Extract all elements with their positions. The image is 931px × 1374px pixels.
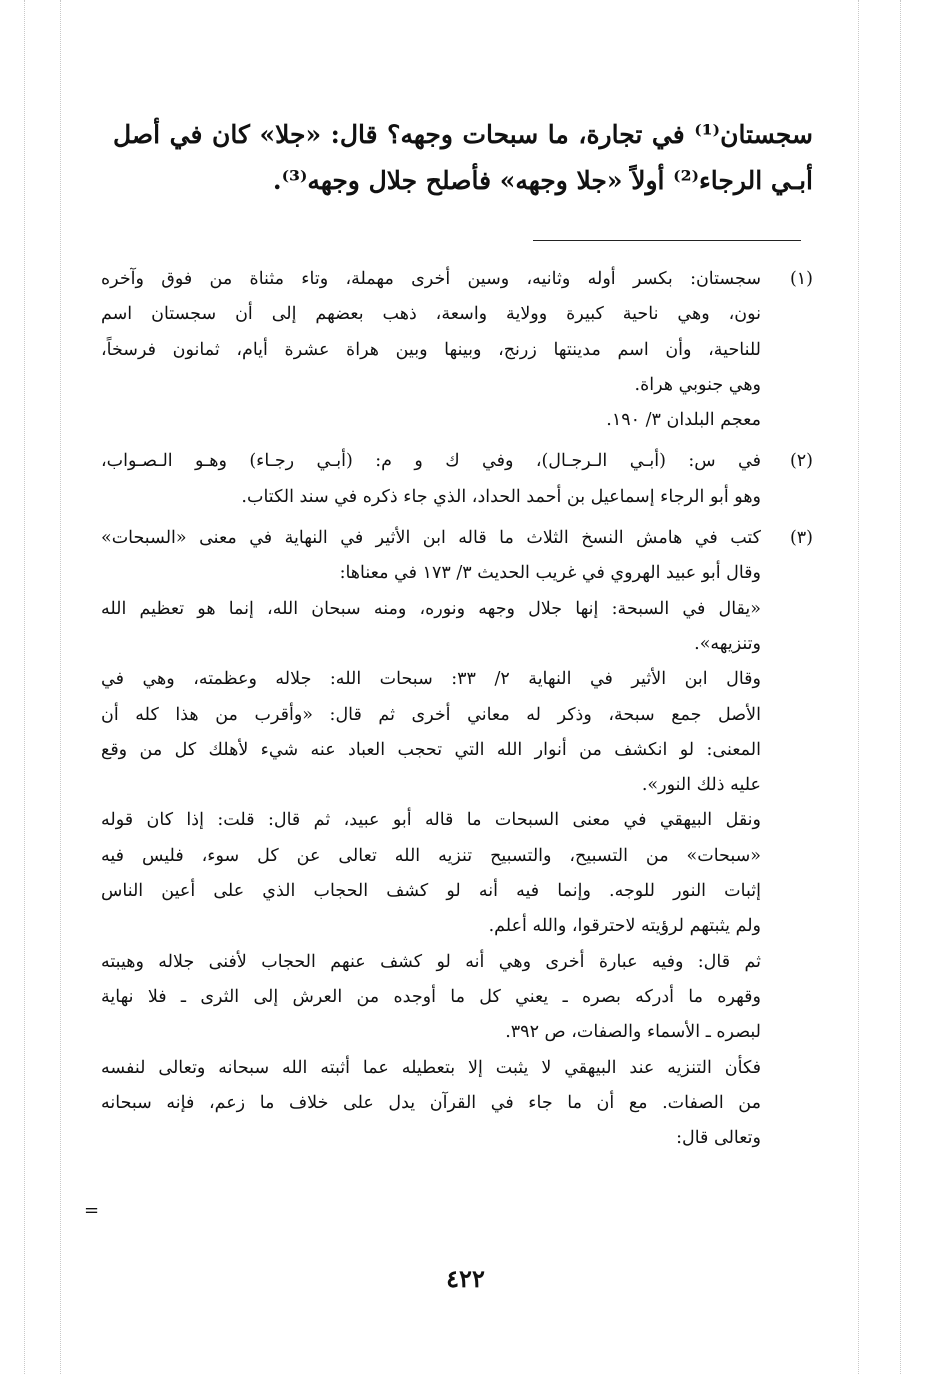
footnotes [101, 262, 813, 1162]
scan-dot-line [900, 0, 901, 1374]
footnote-line: ولم يثبتهم لرؤيته لاحترقوا، والله أعلم. [488, 916, 761, 937]
footnote-line: الأصل جمع سبحة، وذكر له معاني أخرى ثم قال: «وأقرب من هذا كله أن [101, 704, 761, 725]
footnote [101, 444, 813, 515]
footnote-line: ونقل البيهقي في معنى السبحات ما قاله أبو عبيد، ثم قال: قلت: إذا كان قوله [101, 810, 761, 831]
footnote-number: (٣) [789, 528, 813, 549]
scan-dot-line [24, 0, 25, 1374]
footnote-line: وهي جنوبي هراة. [634, 374, 761, 395]
footnote-line: لبصره ـ الأسماء والصفات، ص ٣٩٢. [505, 1022, 761, 1043]
footnote-line: «سبحات» من التسبيح، والتسبيح تنزيه الله تعالى عن كل سوء، فليس فيه [101, 845, 761, 866]
footnote-line: نون، وهي ناحية كبيرة وولاية واسعة، ذهب بعضهم إلى أن سجستان اسم [101, 304, 761, 325]
footnote-line: وهو أبو الرجاء إسماعيل بن أحمد الحداد، الذي جاء ذكره في سند الكتاب. [241, 486, 761, 507]
footnote-line: وقال أبو عبيد الهروي في غريب الحديث ٣/ ١٧٣ في معناها: [339, 563, 761, 584]
footnote-line: ثم قال: وفيه عبارة أخرى وهي أنه لو كشف عنهم الحجاب لأفنى جلاله وهيبته [101, 951, 761, 972]
footnote-line: وقال ابن الأثير في النهاية ٢/ ٣٣: سبحات الله: جلاله وعظمته، وهي في [101, 669, 761, 690]
main-text-line: سجستان⁽¹⁾ في تجارة، ما سبحات وجهه؟ قال: «جلا» كان في أصل [113, 120, 813, 149]
footnote [101, 521, 813, 1156]
footnote-number: (١) [789, 269, 813, 289]
footnote-line: للناحية، وأن اسم مدينتها زرنج، وبينها وبين هراة عشرة أيام، ثمانون فرسخاً، [101, 339, 761, 360]
footnote-line: معجم البلدان ٣/ ١٩٠. [606, 410, 761, 431]
footnote-line: كتب في هامش النسخ الثلاث ما قاله ابن الأثير في النهاية في معنى «السبحات» [101, 528, 761, 549]
footnote-line: سجستان: بكسر أوله وثانيه، وسين أخرى مهملة، وتاء مثناة من فوق وآخره [101, 269, 761, 289]
footnote-line: المعنى: لو انكشف من أنوار الله التي تحجب العباد عنه شيء لأهلك كل من وقع [101, 739, 761, 760]
main-text-line: أبـي الرجاء⁽²⁾ أولاً «جلا وجهه» فأصلح جلال وجهه⁽³⁾. [272, 166, 813, 195]
page-number: ٤٢٢ [446, 1264, 485, 1293]
footnote-line: من الصفات. مع أن ما جاء في القرآن يدل على خلاف ما زعم، فإنه سبحانه [101, 1092, 761, 1113]
footnote-number: (٢) [789, 451, 813, 472]
main-text-block [113, 112, 813, 204]
footnote-separator [533, 240, 801, 241]
footnote-line: إثبات النور للوجه. وإنما فيه أنه لو كشف الحجاب الذي على أعين الناس [101, 881, 761, 902]
scan-dot-line [60, 0, 61, 1374]
footnote-line: فكأن التنزيه عند البيهقي لا يثبت إلا بتعطيله عما أثبته الله سبحانه وتعالى لنفسه [101, 1057, 761, 1078]
footnote-line: عليه ذلك النور». [641, 775, 761, 796]
footnote-line: في س: (أبـي الـرجـال)، وفي ك و م: (أبـي رجـاء) وهـو الـصـواب، [101, 451, 761, 472]
footnote-line: وقهره ما أدركه بصره ـ يعني كل ما أوجده من العرش إلى الثرى ـ فلا نهاية [101, 986, 761, 1007]
scan-dot-line [858, 0, 859, 1374]
footnote-line: وتنزيهه». [694, 633, 761, 654]
continuation-mark: = [84, 1200, 100, 1221]
footnote [101, 262, 813, 438]
footnote-line: «يقال في السبحة: إنها جلال وجهه ونوره، ومنه سبحان الله، إنما هو تعظيم الله [101, 598, 761, 619]
footnote-line: وتعالى قال: [676, 1128, 761, 1149]
